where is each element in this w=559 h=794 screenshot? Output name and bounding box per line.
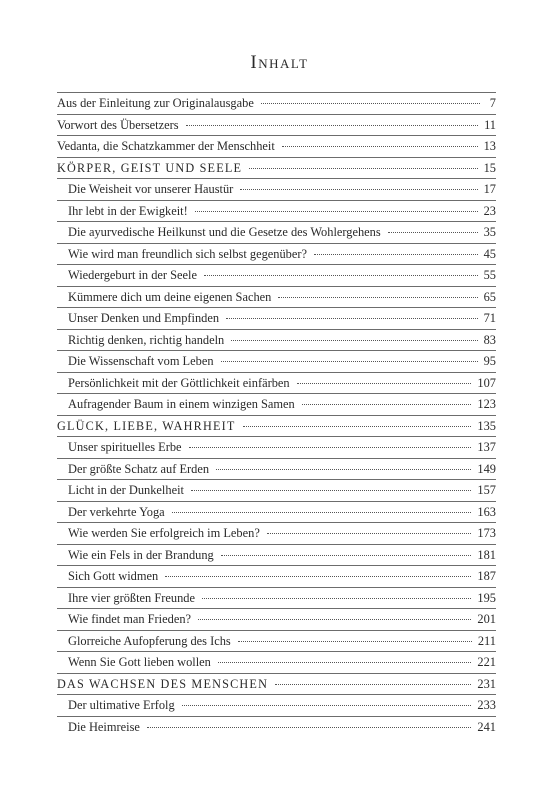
toc-page-number: 83 bbox=[483, 332, 496, 347]
toc-page-number: 211 bbox=[477, 633, 496, 648]
dot-leader bbox=[216, 468, 471, 470]
toc-entry-title: GLÜCK, LIEBE, WAHRHEIT bbox=[57, 418, 236, 433]
toc-page-number: 241 bbox=[477, 719, 496, 734]
toc-entry bbox=[57, 92, 496, 114]
toc-entry bbox=[57, 565, 496, 587]
toc-page-number: 173 bbox=[477, 526, 496, 540]
toc-entry bbox=[57, 178, 496, 200]
dot-leader bbox=[243, 425, 472, 427]
dot-leader bbox=[191, 489, 471, 491]
toc-entry-title: DAS WACHSEN DES MENSCHEN bbox=[57, 676, 269, 691]
toc-page-number: 71 bbox=[483, 311, 496, 325]
toc-entry bbox=[57, 286, 496, 308]
toc-entry-title: Wie wird man freundlich sich selbst gegenüber? bbox=[68, 246, 307, 261]
toc-entry bbox=[57, 716, 496, 738]
toc-entry bbox=[57, 329, 496, 351]
toc-page-number: 137 bbox=[477, 440, 496, 454]
toc-entry-title: Vorwort des Übersetzers bbox=[57, 117, 179, 132]
toc-entry bbox=[57, 522, 496, 544]
toc-page-number: 55 bbox=[483, 268, 496, 282]
toc-entry-title: Vedanta, die Schatzkammer der Menschheit bbox=[57, 139, 275, 153]
toc-page-number: 95 bbox=[483, 354, 496, 368]
toc-entry-title: Die Wissenschaft vom Leben bbox=[68, 354, 214, 368]
table-of-contents bbox=[57, 92, 496, 737]
toc-entry bbox=[57, 200, 496, 222]
toc-page-number: 187 bbox=[477, 569, 496, 583]
toc-entry bbox=[57, 114, 496, 136]
toc-entry bbox=[57, 501, 496, 523]
toc-entry bbox=[57, 264, 496, 286]
dot-leader bbox=[165, 575, 471, 577]
dot-leader bbox=[278, 296, 477, 298]
toc-page-number: 13 bbox=[483, 139, 496, 153]
toc-section-entry bbox=[57, 673, 496, 695]
toc-entry-title: Aus der Einleitung zur Originalausgabe bbox=[57, 96, 254, 110]
toc-page-number: 221 bbox=[477, 655, 496, 669]
dot-leader bbox=[261, 102, 480, 104]
toc-page-number: 15 bbox=[483, 160, 496, 175]
dot-leader bbox=[275, 683, 471, 685]
dot-leader bbox=[218, 661, 472, 663]
dot-leader bbox=[231, 339, 477, 341]
page-title: Inhalt bbox=[250, 52, 309, 73]
dot-leader bbox=[172, 511, 472, 513]
dot-leader bbox=[182, 704, 472, 706]
toc-entry-title: Kümmere dich um deine eigenen Sachen bbox=[68, 289, 272, 304]
toc-entry bbox=[57, 694, 496, 716]
dot-leader bbox=[198, 618, 471, 620]
toc-page-number: 201 bbox=[477, 612, 496, 626]
dot-leader bbox=[297, 382, 472, 384]
toc-entry-title: Wenn Sie Gott lieben wollen bbox=[68, 655, 211, 669]
toc-entry-title: Unser Denken und Empfinden bbox=[68, 311, 220, 325]
toc-entry bbox=[57, 479, 496, 501]
toc-page-number: 11 bbox=[484, 117, 496, 132]
toc-section-entry bbox=[57, 415, 496, 437]
toc-page-number: 135 bbox=[477, 418, 496, 433]
dot-leader bbox=[195, 210, 478, 212]
dot-leader bbox=[388, 231, 478, 233]
toc-entry bbox=[57, 651, 496, 673]
toc-entry bbox=[57, 307, 496, 329]
toc-page-number: 233 bbox=[477, 698, 496, 712]
toc-page-number: 181 bbox=[477, 547, 496, 562]
toc-page-number: 149 bbox=[477, 461, 496, 476]
dot-leader bbox=[221, 360, 478, 362]
toc-entry-title: Persönlichkeit mit der Göttlichkeit einfärben bbox=[68, 375, 290, 390]
dot-leader bbox=[221, 554, 472, 556]
toc-entry bbox=[57, 458, 496, 480]
toc-page-number: 195 bbox=[477, 590, 496, 605]
toc-entry-title: Ihre vier größten Freunde bbox=[68, 590, 195, 605]
toc-entry-title: Wie werden Sie erfolgreich im Leben? bbox=[68, 526, 260, 540]
toc-entry bbox=[57, 608, 496, 630]
toc-entry bbox=[57, 243, 496, 265]
toc-entry-title: Der größte Schatz auf Erden bbox=[68, 461, 210, 476]
toc-page-number: 163 bbox=[477, 504, 496, 519]
toc-entry-title: Der verkehrte Yoga bbox=[68, 504, 165, 519]
dot-leader bbox=[226, 317, 478, 319]
toc-page-number: 123 bbox=[477, 397, 496, 411]
toc-page-number: 35 bbox=[483, 225, 496, 239]
toc-entry bbox=[57, 135, 496, 157]
dot-leader bbox=[204, 274, 478, 276]
toc-entry bbox=[57, 221, 496, 243]
dot-leader bbox=[267, 532, 472, 534]
toc-page-number: 65 bbox=[483, 289, 496, 304]
dot-leader bbox=[186, 124, 478, 126]
dot-leader bbox=[238, 640, 472, 642]
toc-entry-title: Wie findet man Frieden? bbox=[68, 612, 192, 626]
dot-leader bbox=[282, 145, 478, 147]
toc-entry-title: Wiedergeburt in der Seele bbox=[68, 268, 197, 282]
toc-entry-title: Wie ein Fels in der Brandung bbox=[68, 547, 214, 562]
toc-entry-title: Ihr lebt in der Ewigkeit! bbox=[68, 203, 188, 218]
dot-leader bbox=[202, 597, 471, 599]
toc-page-number: 157 bbox=[477, 483, 496, 497]
toc-entry-title: Aufragender Baum in einem winzigen Samen bbox=[68, 397, 295, 411]
toc-entry-title: Richtig denken, richtig handeln bbox=[68, 332, 225, 347]
toc-page-number: 17 bbox=[483, 182, 496, 196]
dot-leader bbox=[147, 726, 472, 728]
toc-entry-title: Die Heimreise bbox=[68, 719, 140, 734]
toc-entry-title: KÖRPER, GEIST UND SEELE bbox=[57, 160, 243, 175]
toc-page-number: 231 bbox=[477, 676, 496, 691]
toc-page-number: 7 bbox=[489, 96, 496, 110]
toc-entry bbox=[57, 544, 496, 566]
toc-entry bbox=[57, 372, 496, 394]
toc-page-number: 107 bbox=[477, 375, 496, 390]
toc-entry bbox=[57, 436, 496, 458]
dot-leader bbox=[240, 188, 477, 190]
toc-entry-title: Licht in der Dunkelheit bbox=[68, 483, 184, 497]
toc-entry bbox=[57, 630, 496, 652]
dot-leader bbox=[314, 253, 478, 255]
toc-section-entry bbox=[57, 157, 496, 179]
toc-page-number: 45 bbox=[483, 246, 496, 261]
toc-entry bbox=[57, 393, 496, 415]
toc-entry-title: Die ayurvedische Heilkunst und die Gesetze des Wohlergehens bbox=[68, 225, 381, 239]
dot-leader bbox=[189, 446, 472, 448]
toc-entry-title: Die Weisheit vor unserer Haustür bbox=[68, 182, 234, 196]
toc-entry-title: Sich Gott widmen bbox=[68, 569, 159, 583]
dot-leader bbox=[249, 167, 477, 169]
toc-entry bbox=[57, 350, 496, 372]
toc-entry-title: Unser spirituelles Erbe bbox=[68, 440, 182, 454]
toc-entry-title: Der ultimative Erfolg bbox=[68, 698, 175, 712]
toc-entry bbox=[57, 587, 496, 609]
toc-page-number: 23 bbox=[483, 203, 496, 218]
toc-entry-title: Glorreiche Aufopferung des Ichs bbox=[68, 633, 231, 648]
dot-leader bbox=[302, 403, 472, 405]
